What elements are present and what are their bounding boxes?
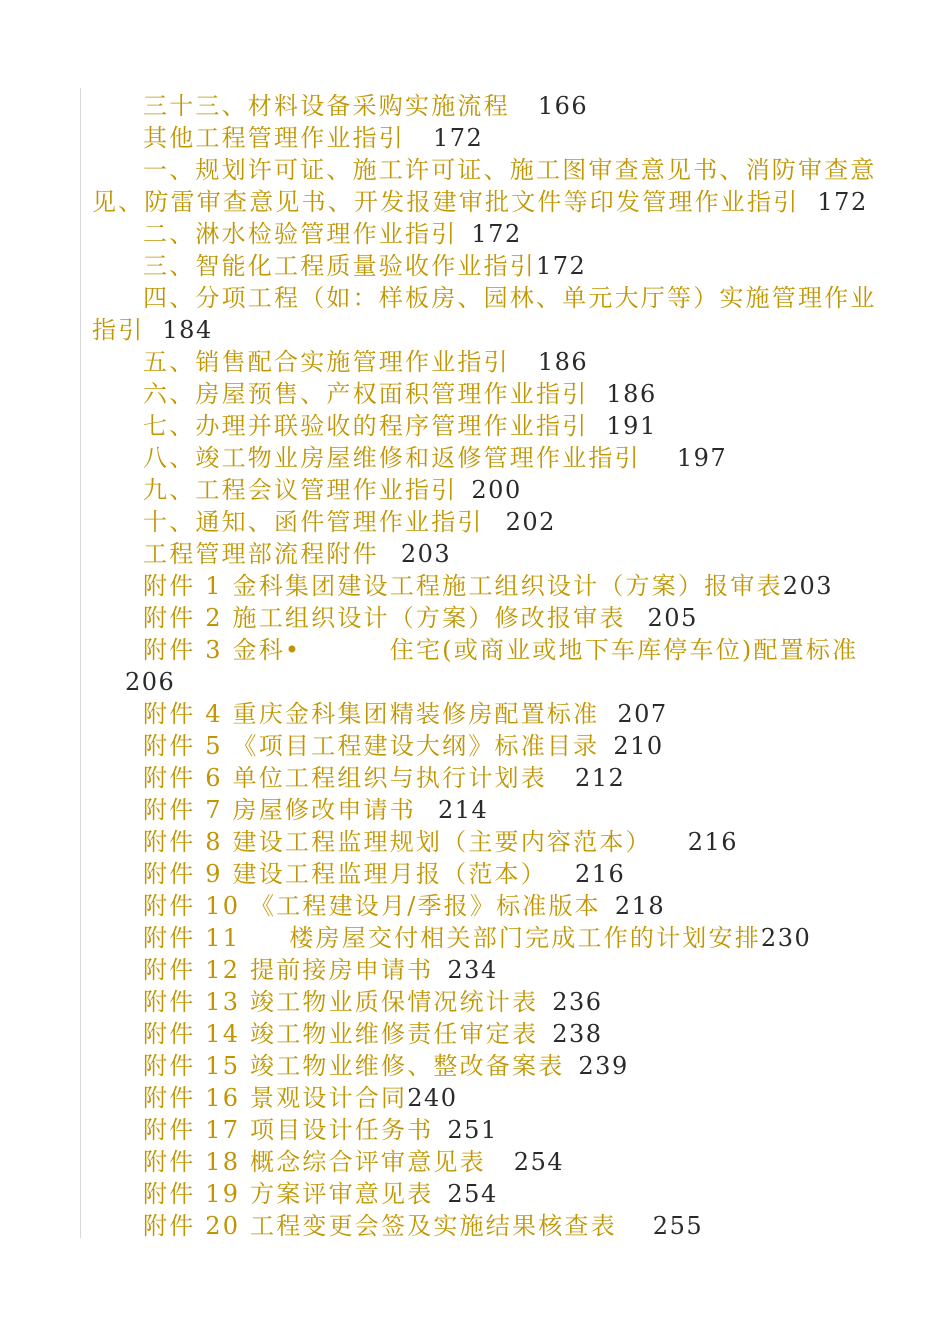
toc-entry[interactable] (0, 218, 950, 250)
toc-page-number: 218 (614, 892, 666, 920)
toc-page-number: 216 (574, 860, 626, 888)
toc-entry-title: 附件 20 工程变更会签及实施结果核查表 (143, 1212, 617, 1240)
toc-entry-title: 三、智能化工程质量验收作业指引 (143, 252, 536, 280)
toc-page-number: 238 (552, 1020, 603, 1048)
toc-entry[interactable] (0, 442, 950, 474)
table-of-contents (0, 90, 950, 1242)
toc-page-number: 254 (513, 1148, 565, 1176)
toc-page-number: 234 (447, 956, 498, 984)
toc-entry[interactable] (0, 122, 950, 154)
toc-entry[interactable] (0, 826, 950, 858)
toc-entry-title: 附件 19 方案评审意见表 (143, 1180, 434, 1208)
toc-page-number: 207 (617, 700, 668, 728)
toc-entry-title: 附件 3 金科• 住宅(或商业或地下车库停车位)配置标准 (143, 636, 859, 664)
toc-entry[interactable] (0, 986, 950, 1018)
toc-entry-title: 附件 10 《工程建设月/季报》标准版本 (143, 892, 601, 920)
toc-entry[interactable] (0, 1178, 950, 1210)
toc-entry[interactable] (0, 602, 950, 634)
toc-entry-title: 附件 13 竣工物业质保情况统计表 (143, 988, 539, 1016)
toc-entry-title: 附件 5 《项目工程建设大纲》标准目录 (143, 732, 600, 760)
toc-entry[interactable] (0, 186, 950, 218)
toc-page-number: 240 (407, 1084, 458, 1112)
toc-entry-title: 四、分项工程（如：样板房、园林、单元大厅等）实施管理作业 (143, 284, 877, 312)
toc-entry[interactable] (0, 1018, 950, 1050)
toc-entry[interactable] (0, 250, 950, 282)
toc-entry-title: 五、销售配合实施管理作业指引 (143, 348, 510, 376)
toc-page-number: 172 (471, 220, 522, 248)
toc-page-number: 166 (537, 92, 589, 120)
toc-entry[interactable] (0, 474, 950, 506)
toc-page-number: 216 (687, 828, 739, 856)
toc-entry-title: 附件 8 建设工程监理规划（主要内容范本） (143, 828, 652, 856)
toc-entry[interactable] (0, 698, 950, 730)
toc-page-number: 236 (552, 988, 603, 1016)
toc-entry-title: 附件 15 竣工物业维修、整改备案表 (143, 1052, 565, 1080)
toc-entry-title: 附件 1 金科集团建设工程施工组织设计（方案）报审表 (143, 572, 783, 600)
toc-page-number: 191 (606, 412, 657, 440)
toc-page-number: 186 (537, 348, 589, 376)
toc-page-number: 210 (613, 732, 664, 760)
toc-page-number: 184 (162, 316, 213, 344)
toc-entry[interactable] (0, 346, 950, 378)
toc-page-number: 172 (433, 124, 484, 152)
toc-page-number: 214 (437, 796, 489, 824)
toc-entry[interactable] (0, 762, 950, 794)
toc-entry[interactable] (0, 570, 950, 602)
toc-page-number: 172 (817, 188, 868, 216)
toc-entry[interactable] (0, 90, 950, 122)
toc-entry[interactable] (0, 1114, 950, 1146)
toc-entry[interactable] (0, 506, 950, 538)
toc-entry-title: 八、竣工物业房屋维修和返修管理作业指引 (143, 444, 641, 472)
toc-entry[interactable] (0, 890, 950, 922)
toc-entry[interactable] (0, 730, 950, 762)
toc-entry-title: 附件 7 房屋修改申请书 (143, 796, 416, 824)
toc-entry-title: 见、防雷审查意见书、开发报建审批文件等印发管理作业指引 (92, 188, 800, 216)
toc-entry[interactable] (0, 154, 950, 186)
toc-entry[interactable] (0, 538, 950, 570)
toc-entry-title: 附件 17 项目设计任务书 (143, 1116, 434, 1144)
toc-entry-title: 附件 2 施工组织设计（方案）修改报审表 (143, 604, 626, 632)
toc-entry[interactable] (0, 954, 950, 986)
toc-entry-title: 附件 18 概念综合评审意见表 (143, 1148, 486, 1176)
toc-page-number: 203 (400, 540, 452, 568)
toc-entry[interactable] (0, 1050, 950, 1082)
toc-entry-title: 附件 9 建设工程监理月报（范本） (143, 860, 547, 888)
toc-page-number: 205 (647, 604, 698, 632)
toc-entry[interactable] (0, 794, 950, 826)
toc-entry-title: 其他工程管理作业指引 (143, 124, 405, 152)
toc-page-number: 251 (447, 1116, 498, 1144)
toc-entry[interactable] (0, 666, 950, 698)
toc-entry-title: 工程管理部流程附件 (143, 540, 379, 568)
toc-page-number: 212 (574, 764, 626, 792)
toc-entry-title: 指引 (92, 316, 145, 344)
toc-entry[interactable] (0, 858, 950, 890)
toc-entry[interactable] (0, 314, 950, 346)
toc-page-number: 254 (447, 1180, 498, 1208)
toc-entry-title: 二、淋水检验管理作业指引 (143, 220, 458, 248)
toc-entry-title: 附件 6 单位工程组织与执行计划表 (143, 764, 547, 792)
toc-page-number: 202 (505, 508, 556, 536)
toc-entry-title: 附件 4 重庆金科集团精装修房配置标准 (143, 700, 600, 728)
toc-page-number: 239 (578, 1052, 629, 1080)
toc-entry-title: 九、工程会议管理作业指引 (143, 476, 458, 504)
toc-page-number: 230 (760, 924, 812, 952)
toc-page-number: 200 (471, 476, 522, 504)
toc-entry[interactable] (0, 378, 950, 410)
toc-page-number: 206 (125, 668, 176, 696)
toc-entry[interactable] (0, 410, 950, 442)
toc-entry-title: 附件 11 楼房屋交付相关部门完成工作的计划安排 (143, 924, 761, 952)
toc-entry[interactable] (0, 634, 950, 666)
toc-entry[interactable] (0, 1146, 950, 1178)
toc-entry[interactable] (0, 1210, 950, 1242)
toc-entry[interactable] (0, 1082, 950, 1114)
toc-entry-title: 六、房屋预售、产权面积管理作业指引 (143, 380, 589, 408)
toc-page-number: 172 (536, 252, 587, 280)
toc-entry-title: 附件 12 提前接房申请书 (143, 956, 434, 984)
toc-page-number: 203 (782, 572, 834, 600)
toc-entry-title: 十、通知、函件管理作业指引 (143, 508, 484, 536)
toc-entry-title: 附件 16 景观设计合同 (143, 1084, 408, 1112)
toc-page-number: 197 (676, 444, 728, 472)
toc-entry-title: 一、规划许可证、施工许可证、施工图审查意见书、消防审查意 (143, 156, 877, 184)
toc-entry-title: 三十三、材料设备采购实施流程 (143, 92, 510, 120)
toc-page-number: 255 (652, 1212, 704, 1240)
toc-entry[interactable] (0, 922, 950, 954)
toc-entry[interactable] (0, 282, 950, 314)
toc-page-number: 186 (606, 380, 657, 408)
toc-entry-title: 七、办理并联验收的程序管理作业指引 (143, 412, 589, 440)
toc-entry-title: 附件 14 竣工物业维修责任审定表 (143, 1020, 539, 1048)
